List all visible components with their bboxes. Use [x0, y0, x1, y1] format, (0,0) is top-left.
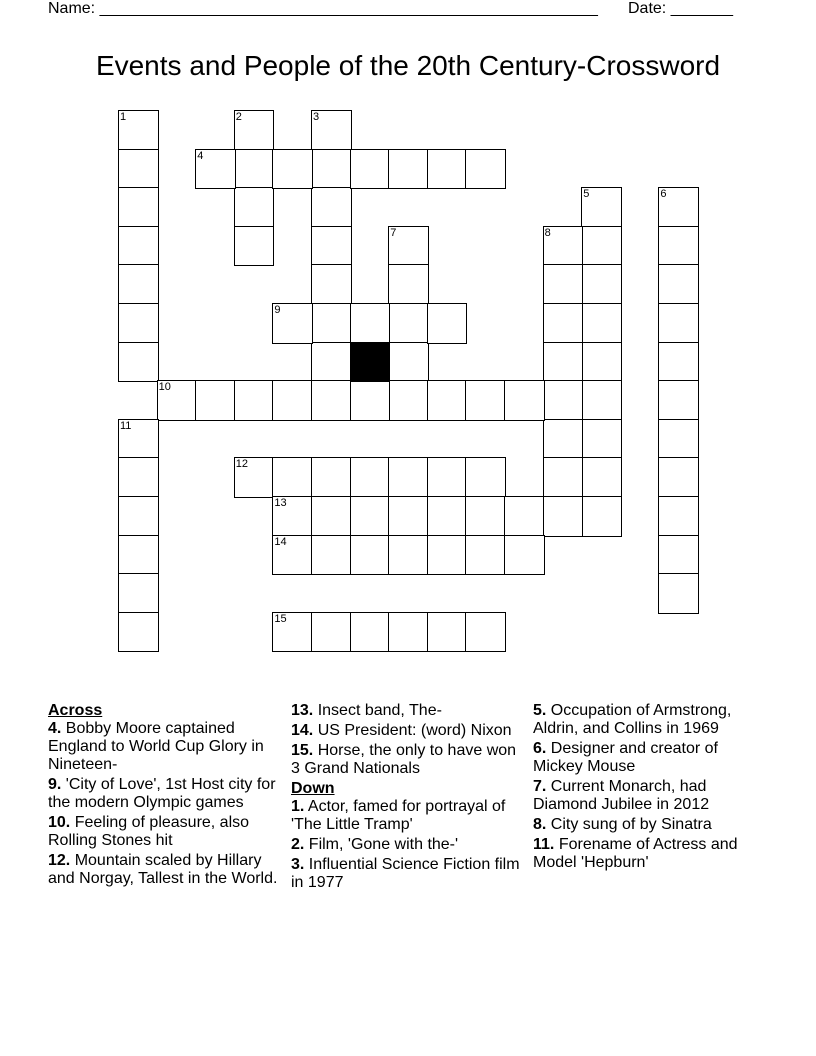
- grid-cell[interactable]: [658, 496, 699, 537]
- grid-cell[interactable]: [581, 457, 622, 498]
- grid-cell[interactable]: [311, 110, 352, 151]
- grid-cell[interactable]: [658, 535, 699, 576]
- across-heading: Across: [48, 702, 103, 719]
- grid-cell[interactable]: [427, 457, 468, 498]
- grid-cell[interactable]: [311, 187, 352, 228]
- grid-cell[interactable]: [581, 187, 622, 228]
- clue-text: Occupation of Armstrong, Aldrin, and Collins in 1969: [533, 702, 732, 737]
- clue-item: [48, 814, 280, 850]
- grid-cell[interactable]: [427, 496, 468, 537]
- clue-item: [291, 856, 523, 892]
- grid-cell[interactable]: [388, 342, 429, 383]
- grid-cell[interactable]: [658, 264, 699, 305]
- clue-text: Film, 'Gone with the-': [308, 836, 459, 853]
- grid-cell[interactable]: [581, 264, 622, 305]
- clue-text: Designer and creator of Mickey Mouse: [533, 740, 718, 775]
- grid-cell[interactable]: [504, 380, 545, 421]
- clue-item: [48, 720, 280, 774]
- grid-cell[interactable]: [350, 496, 391, 537]
- grid-cell[interactable]: [234, 457, 275, 498]
- grid-cell[interactable]: [543, 303, 584, 344]
- grid-cell[interactable]: [388, 226, 429, 267]
- clue-number: 15.: [291, 742, 314, 759]
- clue-number: 10.: [48, 814, 71, 831]
- grid-cell[interactable]: [388, 612, 429, 653]
- grid-cell[interactable]: [118, 303, 159, 344]
- grid-cell[interactable]: [581, 303, 622, 344]
- grid-cell[interactable]: [427, 303, 468, 344]
- grid-cell[interactable]: [581, 342, 622, 383]
- grid-cell[interactable]: [658, 419, 699, 460]
- grid-cell[interactable]: [465, 457, 506, 498]
- clue-number: 1.: [291, 798, 305, 815]
- grid-cell[interactable]: [311, 303, 352, 344]
- clue-number: 3.: [291, 856, 305, 873]
- grid-cell[interactable]: [658, 187, 699, 228]
- grid-cell[interactable]: [195, 149, 236, 190]
- grid-cell[interactable]: [350, 457, 391, 498]
- clue-number: 14.: [291, 722, 314, 739]
- grid-cell[interactable]: [465, 496, 506, 537]
- grid-cell[interactable]: [118, 419, 159, 460]
- cell-number: 1: [120, 111, 127, 123]
- grid-cell[interactable]: [388, 264, 429, 305]
- grid-cell[interactable]: [388, 496, 429, 537]
- grid-cell[interactable]: [311, 535, 352, 576]
- grid-cell[interactable]: [118, 573, 159, 614]
- clue-text: Forename of Actress and Model 'Hepburn': [533, 836, 738, 871]
- clue-item: [533, 702, 765, 738]
- cell-number: 8: [544, 226, 551, 239]
- grid-cell[interactable]: [272, 380, 313, 421]
- grid-cell[interactable]: [272, 457, 313, 498]
- grid-cell[interactable]: [543, 380, 584, 421]
- grid-cell[interactable]: [465, 535, 506, 576]
- grid-cell[interactable]: [118, 612, 159, 653]
- grid-cell[interactable]: [465, 149, 506, 190]
- grid-cell[interactable]: [543, 226, 584, 267]
- grid-cell[interactable]: [427, 149, 468, 190]
- grid-cell[interactable]: [350, 149, 391, 190]
- clue-text: Mountain scaled by Hillary and Norgay, Tallest in the World.: [48, 852, 278, 887]
- clues-column-1: [48, 702, 280, 890]
- grid-cell[interactable]: [311, 149, 352, 190]
- grid-cell[interactable]: [311, 496, 352, 537]
- clue-item: [48, 776, 280, 812]
- cell-number: 14: [274, 535, 287, 548]
- grid-cell[interactable]: [311, 612, 352, 653]
- grid-cell[interactable]: [157, 380, 198, 421]
- grid-cell[interactable]: [311, 264, 352, 305]
- grid-cell[interactable]: [543, 419, 584, 460]
- grid-cell[interactable]: [350, 612, 391, 653]
- grid-cell[interactable]: [311, 457, 352, 498]
- clues-column-2: [291, 702, 523, 894]
- clue-text: Horse, the only to have won 3 Grand Nationals: [291, 742, 517, 777]
- grid-cell[interactable]: [118, 496, 159, 537]
- page-title: Events and People of the 20th Century-Crossword: [95, 50, 721, 81]
- clue-text: City sung of by Sinatra: [550, 816, 712, 833]
- grid-cell[interactable]: [118, 187, 159, 228]
- grid-cell[interactable]: [350, 535, 391, 576]
- header: [48, 0, 748, 22]
- down-heading: Down: [291, 780, 335, 797]
- cell-number: 3: [313, 111, 320, 123]
- cell-number: 15: [274, 612, 287, 625]
- clue-number: 4.: [48, 720, 62, 737]
- grid-cell[interactable]: [311, 380, 352, 421]
- grid-cell[interactable]: [118, 110, 159, 151]
- grid-cell[interactable]: [388, 380, 429, 421]
- grid-cell[interactable]: [504, 535, 545, 576]
- grid-cell[interactable]: [311, 226, 352, 267]
- grid-cell[interactable]: [272, 496, 313, 537]
- grid-cell[interactable]: [427, 612, 468, 653]
- clue-number: 12.: [48, 852, 71, 869]
- clue-item: [291, 798, 523, 834]
- clue-number: 8.: [533, 816, 547, 833]
- clue-text: Current Monarch, had Diamond Jubilee in 2012: [533, 778, 710, 813]
- clue-number: 6.: [533, 740, 547, 757]
- grid-cell[interactable]: [234, 380, 275, 421]
- grid-cell[interactable]: [388, 535, 429, 576]
- grid-cell[interactable]: [118, 457, 159, 498]
- grid-cell[interactable]: [350, 380, 391, 421]
- grid-cell[interactable]: [195, 380, 236, 421]
- cell-number: 12: [235, 458, 249, 471]
- clue-item: [48, 852, 280, 888]
- grid-block-cell: [350, 342, 391, 383]
- grid-cell[interactable]: [272, 612, 313, 653]
- clue-text: 'City of Love', 1st Host city for the modern Olympic games: [48, 776, 276, 811]
- clue-item: [533, 816, 765, 834]
- grid-cell[interactable]: [581, 419, 622, 460]
- cell-number: 9: [274, 304, 281, 316]
- grid-cell[interactable]: [581, 496, 622, 537]
- clue-number: 5.: [533, 702, 547, 719]
- clue-number: 2.: [291, 836, 305, 853]
- cell-number: 6: [660, 188, 667, 201]
- grid-cell[interactable]: [658, 226, 699, 267]
- clue-item: [291, 742, 523, 778]
- clue-text: US President: (word) Nixon: [317, 722, 512, 739]
- grid-cell[interactable]: [388, 457, 429, 498]
- grid-cell[interactable]: [118, 264, 159, 305]
- grid-cell[interactable]: [504, 496, 545, 537]
- grid-cell[interactable]: [465, 380, 506, 421]
- clue-text: Insect band, The-: [317, 702, 442, 719]
- clue-number: 13.: [291, 702, 314, 719]
- clue-text: Feeling of pleasure, also Rolling Stones hit: [48, 814, 250, 849]
- name-field[interactable]: Name: ________________________________________________________: [48, 0, 598, 17]
- grid-cell[interactable]: [388, 303, 429, 344]
- cell-number: 10: [158, 381, 171, 394]
- grid-cell[interactable]: [543, 264, 584, 305]
- grid-cell[interactable]: [581, 226, 622, 267]
- grid-cell[interactable]: [272, 303, 313, 344]
- grid-cell[interactable]: [311, 342, 352, 383]
- grid-cell[interactable]: [388, 149, 429, 190]
- clue-number: 9.: [48, 776, 62, 793]
- clue-item: [291, 702, 523, 720]
- cell-number: 4: [197, 149, 204, 162]
- grid-cell[interactable]: [543, 457, 584, 498]
- clue-item: [291, 722, 523, 740]
- cell-number: 2: [235, 111, 242, 123]
- clue-item: [533, 778, 765, 814]
- cell-number: 11: [120, 419, 132, 432]
- grid-cell[interactable]: [234, 226, 275, 267]
- cell-number: 7: [390, 226, 397, 239]
- date-field[interactable]: Date: _______: [628, 0, 733, 17]
- grid-cell[interactable]: [234, 149, 275, 190]
- grid-cell[interactable]: [658, 380, 699, 421]
- grid-cell[interactable]: [350, 303, 391, 344]
- grid-cell[interactable]: [118, 535, 159, 576]
- grid-cell[interactable]: [427, 535, 468, 576]
- grid-cell[interactable]: [272, 149, 313, 190]
- grid-cell[interactable]: [581, 380, 622, 421]
- grid-cell[interactable]: [465, 612, 506, 653]
- clue-item: [291, 836, 523, 854]
- cell-number: 13: [274, 497, 287, 509]
- grid-cell[interactable]: [118, 342, 159, 383]
- clue-number: 7.: [533, 778, 547, 795]
- grid-cell[interactable]: [658, 573, 699, 614]
- grid-cell[interactable]: [234, 110, 275, 151]
- cell-number: 5: [583, 188, 590, 201]
- clue-text: Bobby Moore captained England to World Cup Glory in Nineteen-: [48, 720, 264, 773]
- grid-cell[interactable]: [658, 342, 699, 383]
- grid-cell[interactable]: [658, 303, 699, 344]
- grid-cell[interactable]: [234, 187, 275, 228]
- clue-text: Influential Science Fiction film in 1977: [291, 856, 520, 891]
- grid-cell[interactable]: [427, 380, 468, 421]
- clue-item: [533, 836, 765, 872]
- grid-cell[interactable]: [543, 342, 584, 383]
- grid-cell[interactable]: [543, 496, 584, 537]
- grid-cell[interactable]: [118, 149, 159, 190]
- clue-item: [533, 740, 765, 776]
- clue-number: 11.: [533, 836, 555, 853]
- grid-cell[interactable]: [272, 535, 313, 576]
- clues-column-3: [533, 702, 765, 874]
- grid-cell[interactable]: [658, 457, 699, 498]
- clue-text: Actor, famed for portrayal of 'The Little Tramp': [291, 798, 506, 833]
- grid-cell[interactable]: [118, 226, 159, 267]
